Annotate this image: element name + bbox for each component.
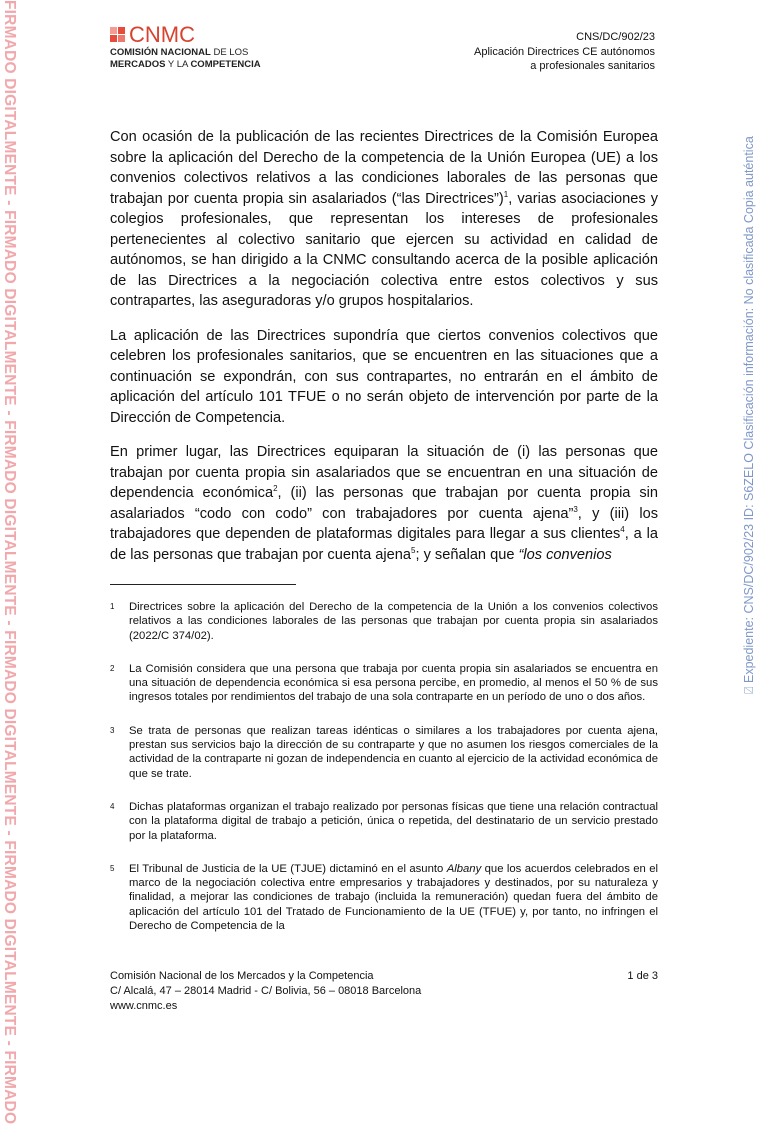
footnote: 5 El Tribunal de Justicia de la UE (TJUE) dictaminó en el asunto Albany que los acuerdos celebrados en el marco de la negociación colectiva entre empresarios y trabajadores y destinados, por su naturaleza y finalidad, a mejorar las condiciones de trabajo (incluida la remuneración) quedan fuera del ámbito de aplicación del artículo 101 del Tratado de Funcionamiento de la UE (TFUE) y, por tanto, no infringen el Derecho de Competencia de la: [110, 862, 659, 933]
verify-icon: ⍁: [742, 683, 756, 694]
signature-stamp-strip: [0, 0, 20, 1124]
page-number: 1 de 3: [627, 970, 658, 982]
document-header: [474, 30, 655, 74]
document-subject-1: Aplicación Directrices CE autónomos: [474, 45, 655, 58]
footer-org: Comisión Nacional de los Mercados y la Competencia: [110, 970, 374, 982]
body-text: [110, 127, 658, 579]
footnote: 2 La Comisión considera que una persona que trabaja por cuenta propia sin asalariados se encuentra en una situación de dependencia económica si esa persona percibe, en promedio, al menos el 50 % de sus ingresos totales por rendimientos del trabajo de una sola contraparte en un período de uno o dos años.: [110, 662, 658, 704]
signature-stamp-text: FIRMADO DIGITALMENTE - FIRMADO DIGITALMENTE - FIRMADO DIGITALMENTE - FIRMADO DIGITALMENTE - FIRMADO DIGITALMENTE - FIRMADO: [1, 0, 18, 1124]
footnote-divider: [110, 584, 296, 585]
footnotes: [110, 600, 658, 952]
document-id-label: Expediente: CNS/DC/902/23 ID: S6ZELO Clasificación información: No clasificada Copia auténtica: [742, 136, 756, 684]
logo-line-2: MERCADOS Y LA COMPETENCIA: [110, 59, 261, 70]
case-reference: CNS/DC/902/23: [576, 31, 655, 43]
footer-website[interactable]: www.cnmc.es: [110, 1000, 178, 1012]
logo-mark-icon: [110, 27, 126, 43]
paragraph-1: Con ocasión de la publicación de las recientes Directrices de la Comisión Europea sobre la aplicación del Derecho de la competencia de la Unión Europea (UE) a los convenios colectivos relativos a las condiciones laborales de las personas que trabajan por cuenta propia sin asalariados (“las Directrices”)$^1$, varias asociaciones y colegios profesionales, que representan los intereses de profesionales pertenecientes al colectivo sanitario que ejercen su actividad en calidad de autónomos, se han dirigido a la CNMC consultando acerca de la posible aplicación de las Directrices a la negociación colectiva entre estos colectivos y sus contrapartes, las aseguradoras y/o grupos hospitalarios.: [110, 129, 658, 309]
paragraph-3: En primer lugar, las Directrices equiparan la situación de (i) las personas que trabajan por cuenta propia sin asalariados que se encuentran en una situación de dependencia económica$^2$, (ii) las personas que trabajan por cuenta propia sin asalariados “codo con codo” con trabajadores por cuenta ajena”$^3$, y (iii) los trabajadores que dependen de plataformas digitales para llegar a sus clientes$^4$, a la de las personas que trabajan por cuenta ajena$^5$; y señalan que “los convenios: [110, 444, 659, 563]
paragraph-2: La aplicación de las Directrices supondría que ciertos convenios colectivos que celebren los profesionales sanitarios, que se encuentren en las situaciones que a continuación se expondrán, con sus contrapartes, no entrarán en el ámbito de aplicación del artículo 101 TFUE o no serán objeto de intervención por parte de la Dirección de Competencia.: [110, 327, 658, 426]
logo-brand: CNMC: [129, 22, 195, 47]
footnote: 4 Dichas plataformas organizan el trabajo realizado por personas físicas que tiene una relación contractual con la plataforma digital de trabajo a petición, única o repetida, del destinatario de un servicio prestado por la plataforma.: [110, 800, 658, 842]
footnote: 1 Directrices sobre la aplicación del Derecho de la competencia de la Unión a los convenios colectivos relativos a las condiciones laborales de las personas que trabajan por cuenta propia sin asalariados (2022/C 374/02).: [110, 601, 658, 642]
document-subject-2: a profesionales sanitarios: [530, 60, 655, 72]
page-footer: [110, 969, 658, 1014]
document-id-text: [742, 136, 757, 694]
footnote: 3 Se trata de personas que realizan tareas idénticas o similares a los trabajadores por cuenta ajena, prestan sus servicios bajo la dirección de su contraparte y que no asumen los riesgos comerciales de la actividad de la contraparte ni gozan de independencia en cuanto al ejercicio de la actividad económica de que se trate.: [110, 724, 658, 780]
logo-line-1: COMISIÓN NACIONAL DE LOS: [110, 47, 249, 58]
document-id-strip: [742, 0, 764, 1023]
footer-address: C/ Alcalá, 47 – 28014 Madrid - C/ Bolivia, 56 – 08018 Barcelona: [110, 985, 422, 997]
